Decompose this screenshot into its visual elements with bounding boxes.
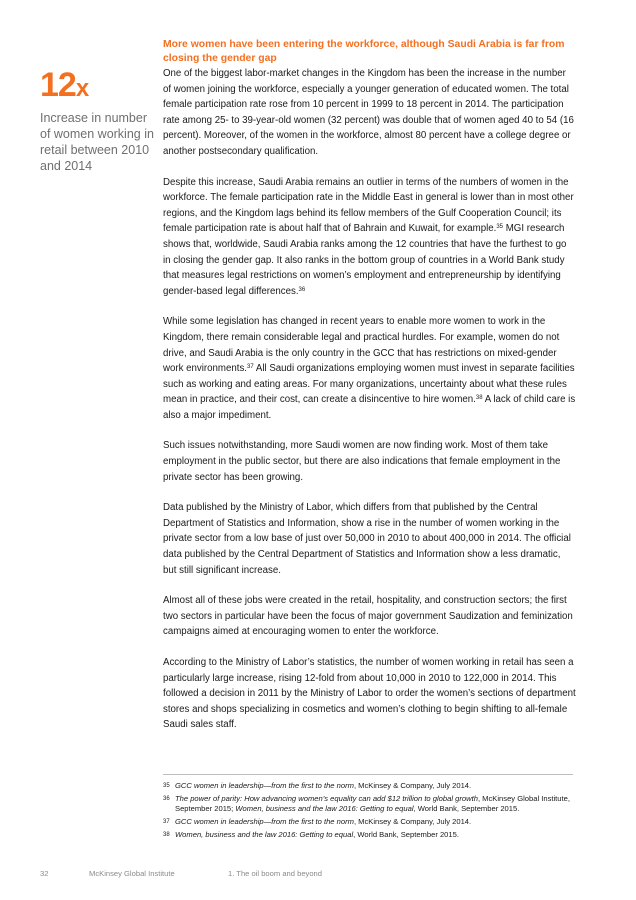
paragraph: Such issues notwithstanding, more Saudi women are now finding work. Most of them take employment in the public sector, but there are also indications that female employment in the private sector has been growing. xyxy=(163,440,561,483)
footnote-title: Women, business and the law 2016: Getting to equal xyxy=(175,829,354,839)
footnotes xyxy=(163,781,573,843)
stat-suffix: x xyxy=(75,75,90,102)
chapter-title: 1. The oil boom and beyond xyxy=(228,869,323,878)
paragraph: One of the biggest labor-market changes in the Kingdom has been the increase in the number of women joining the workforce, especially a younger generation of educated women. The total female participation rate rose from 10 percent in 1999 to 18 percent in 2014. The participation rate among 25- to 39-year-old women (32 percent) was double that of women aged 40 to 54 (16 percent). Moreover, of the women in the workforce, almost 80 percent have a college degree or another postsecondary qualification. xyxy=(163,68,574,157)
stat-value: 12 xyxy=(40,66,76,104)
footnote: 38 Women, business and the law 2016: Getting to equal, World Bank, September 2015. xyxy=(163,829,459,839)
footnote-ref[interactable]: 36 xyxy=(298,286,306,293)
footnote-number: 37 xyxy=(163,819,170,826)
footnote-title: Women, business and the law 2016: Getting to equal xyxy=(235,804,414,814)
paragraph: Almost all of these jobs were created in the retail, hospitality, and construction sectors; the first two sectors in particular have been the focus of major government Saudization and feminization campaigns aimed at encouraging women to enter the workforce. xyxy=(163,595,573,638)
footnote: 37 GCC women in leadership—from the first to the norm, McKinsey & Company, July 2014. xyxy=(163,817,472,827)
footnote-number: 36 xyxy=(163,795,170,802)
footnote-ref[interactable]: 38 xyxy=(475,395,483,402)
footnote-number: 38 xyxy=(163,831,170,838)
sidebar-stat xyxy=(40,66,158,174)
stat-description: Increase in number of women working in retail between 2010 and 2014 xyxy=(40,111,154,173)
footnote-ref[interactable]: 35 xyxy=(496,224,504,231)
publisher-name: McKinsey Global Institute xyxy=(89,869,175,878)
main-content xyxy=(163,38,576,748)
paragraph: While some legislation has changed in recent years to enable more women to work in the Kingdom, there remain considerable legal and practical hurdles. For example, women do not drive, and Saudi Arabia is the only country in the GCC that has restrictions on mixed-gender work environments.$^{37}$ All Saudi organizations employing women must invest in separate facilities such as working and eating areas. For many organizations, uncertainty about what these rules mean in practice, and their cost, can create a disincentive to hire women.$^{38}$ A lack of child care is also a major impediment. xyxy=(163,316,576,421)
page-number: 32 xyxy=(40,869,49,878)
footnote-divider xyxy=(163,774,573,775)
footnote-number: 35 xyxy=(163,783,170,789)
footnote-title: GCC women in leadership—from the first to the norm xyxy=(175,781,354,790)
paragraph: Despite this increase, Saudi Arabia remains an outlier in terms of the numbers of women in the workforce. The female participation rate in the Middle East in general is lower than in most other regions, and the Kingdom lags behind its fellow members of the Gulf Cooperation Council; its female participation rate is about half that of Bahrain and Kuwait, for example.$^{35}$ MGI research shows that, worldwide, Saudi Arabia ranks among the 12 countries that have the furthest to go in closing the gender gap. It also ranks in the bottom group of countries in a World Bank study that measures legal restrictions on women’s employment and entrepreneurship by identifying gender-based legal differences.$^{36}$ xyxy=(163,176,574,297)
paragraph: Data published by the Ministry of Labor, which differs from that published by the Central Department of Statistics and Information, show a rise in the number of women working in the private sector from a low base of just over 50,000 in 2010 to about 400,000 in 2014. The official data published by the Central Department of Statistics and Information show a less dramatic, but still significant increase. xyxy=(163,502,571,576)
footnote: 36 The power of parity: How advancing women’s equality can add $12 trillion to global growth, McKinsey Global Institute, September 2015; Women, business and the law 2016: Getting to equal, World Bank, September 2015. xyxy=(163,793,570,814)
section-heading: More women have been entering the workforce, although Saudi Arabia is far from closing the gender gap xyxy=(163,39,565,64)
footnote-title: GCC women in leadership—from the first to the norm xyxy=(175,817,354,827)
footnote: 35 GCC women in leadership—from the first to the norm, McKinsey & Company, July 2014. xyxy=(163,781,472,790)
paragraph: According to the Ministry of Labor’s statistics, the number of women working in retail has seen a particularly large increase, rising 12-fold from about 10,000 in 2010 to 122,000 in 2014. This followed a decision in 2011 by the Ministry of Labor to order the women’s sections of department stores and shops specializing in cosmetics and women’s clothing to begin shifting to all-female Saudi sales staff. xyxy=(163,657,576,731)
footnote-ref[interactable]: 37 xyxy=(247,364,254,371)
stat-number xyxy=(40,66,158,108)
footnote-title: The power of parity: How advancing women’s equality can add $12 trillion to global growth xyxy=(175,793,478,803)
